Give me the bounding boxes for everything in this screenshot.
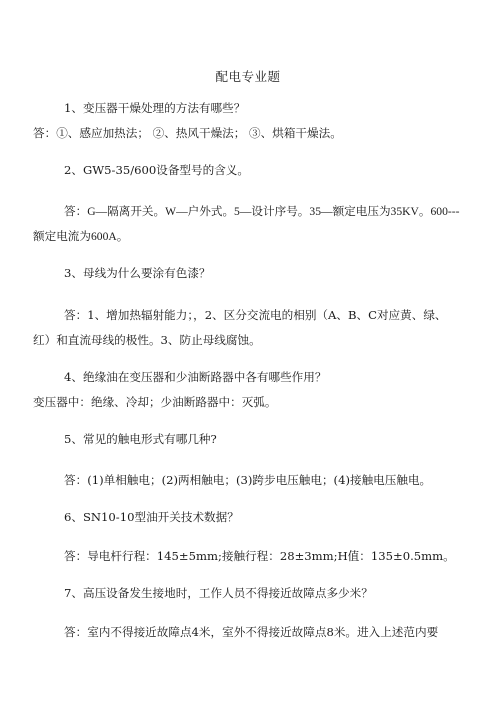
answer-3-line-2: 红）和直流母线的极性。3、防止母线腐蚀。 xyxy=(33,333,261,347)
answer-2-line-2: 额定电流为600A。 xyxy=(33,230,129,243)
question-2: 2、GW5-35/600设备型号的含义。 xyxy=(64,163,249,177)
answer-6: 答：导电杆行程：145±5mm;接触行程：28±3mm;H值：135±0.5mm。 xyxy=(64,549,455,563)
answer-4: 变压器中：绝缘、冷却；少油断路器中：灭弧。 xyxy=(33,395,277,409)
question-4: 4、绝缘油在变压器和少油断路器中各有哪些作用？ xyxy=(64,370,327,384)
question-1: 1、变压器干燥处理的方法有哪些？ xyxy=(64,101,246,115)
question-6: 6、SN10-10型油开关技术数据？ xyxy=(64,510,239,524)
question-5: 5、常见的触电形式有哪几种? xyxy=(64,432,217,446)
answer-5: 答：(1)单相触电；(2)两相触电；(3)跨步电压触电；(4)接触电压触电。 xyxy=(64,473,432,487)
document-title: 配电专业题 xyxy=(215,69,281,84)
answer-2-line-1: 答：G—隔离开关。W—户外式。5—设计序号。35—额定电压为35KV。600--- xyxy=(64,205,460,218)
answer-3-line-1: 答：1、增加热辐射能力；，2、区分交流电的相别（A、B、C对应黄、绿、 xyxy=(64,308,447,322)
question-7: 7、高压设备发生接地时，工作人员不得接近故障点多少米？ xyxy=(64,586,373,600)
answer-7: 答：室内不得接近故障点4米，室外不得接近故障点8米。进入上述范内要 xyxy=(64,625,439,639)
answer-1: 答：①、感应加热法； ②、热风干燥法； ③、烘箱干燥法。 xyxy=(33,126,342,140)
question-3: 3、母线为什么要涂有色漆？ xyxy=(64,266,211,280)
